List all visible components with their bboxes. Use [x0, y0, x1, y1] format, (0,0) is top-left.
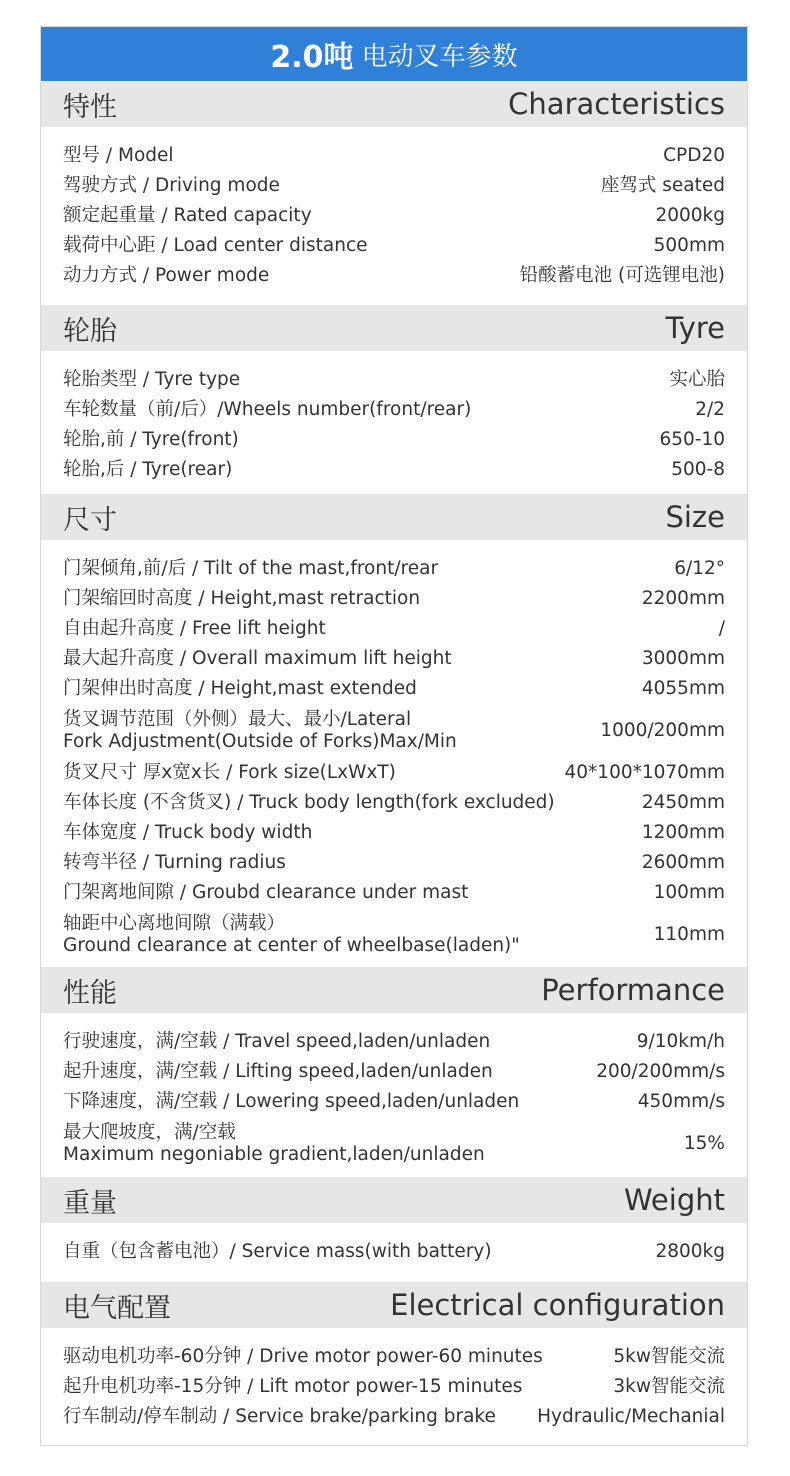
- spec-label-line: 门架倾角,前/后 / Tilt of the mast,front/rear: [63, 558, 439, 579]
- spec-label-line-2: Ground clearance at center of wheelbase(laden)": [63, 935, 520, 956]
- spec-row: [63, 261, 725, 291]
- spec-value: 2000kg: [655, 205, 725, 226]
- section-header: [41, 967, 747, 1013]
- spec-row: [63, 1402, 725, 1432]
- spec-label-line: 车轮数量（前/后）/Wheels number(front/rear): [63, 399, 472, 420]
- spec-rows: [41, 1328, 747, 1432]
- spec-row: [63, 758, 725, 788]
- spec-label: [63, 235, 644, 257]
- spec-label: [63, 852, 632, 874]
- spec-value: 9/10km/h: [636, 1031, 725, 1052]
- spec-value: 650-10: [659, 429, 725, 450]
- section-header: [41, 494, 747, 540]
- spec-value: 500mm: [653, 235, 725, 256]
- spec-rows: [41, 1013, 747, 1171]
- spec-rows: [41, 540, 747, 962]
- spec-label-line: 自由起升高度 / Free lift height: [63, 618, 326, 639]
- spec-value: 3kw智能交流: [613, 1376, 725, 1397]
- spec-label: [63, 145, 653, 167]
- spec-label-line: 转弯半径 / Turning radius: [63, 852, 286, 873]
- spec-value: 100mm: [653, 882, 725, 903]
- spec-label-line: 轮胎,前 / Tyre(front): [63, 429, 239, 450]
- spec-card: [40, 26, 748, 1446]
- spec-label: [63, 882, 644, 904]
- spec-label: [63, 1346, 603, 1368]
- spec-row: [63, 141, 725, 171]
- spec-value: 1000/200mm: [600, 720, 725, 741]
- spec-label-line: 驱动电机功率-60分钟 / Drive motor power-60 minutes: [63, 1346, 543, 1367]
- spec-row: [63, 201, 725, 231]
- spec-rows: [41, 127, 747, 291]
- spec-label-line-2: Fork Adjustment(Outside of Forks)Max/Min: [63, 731, 457, 752]
- spec-value: 座驾式 seated: [600, 175, 725, 196]
- spec-row: [63, 1087, 725, 1117]
- spec-label: [63, 265, 510, 287]
- spec-label: [63, 1122, 674, 1166]
- spec-value: Hydraulic/Mechanial: [537, 1406, 725, 1427]
- spec-label: [63, 1061, 586, 1083]
- spec-label-line: 行驶速度，满/空载 / Travel speed,laden/unladen: [63, 1031, 491, 1052]
- spec-value: 15%: [683, 1133, 725, 1154]
- spec-value: 5kw智能交流: [613, 1346, 725, 1367]
- spec-label-line: 自重（包含蓄电池）/ Service mass(with battery): [63, 1241, 492, 1262]
- spec-value: 2450mm: [641, 792, 725, 813]
- spec-label: [63, 459, 661, 481]
- section-header: [41, 305, 747, 351]
- spec-label-line: 最大爬坡度，满/空载: [63, 1122, 236, 1143]
- spec-value: 450mm/s: [637, 1091, 725, 1112]
- spec-label: [63, 558, 664, 580]
- section-header: [41, 1282, 747, 1328]
- spec-label: [63, 399, 685, 421]
- page-title: 电动叉车参数: [361, 41, 518, 72]
- section-header: [41, 81, 747, 127]
- section-title-cn: 重量: [63, 1187, 117, 1219]
- spec-label-line: 轮胎,后 / Tyre(rear): [63, 459, 233, 480]
- spec-value: 实心胎: [669, 369, 725, 390]
- spec-label-line: 货叉调节范围（外侧）最大、最小/Lateral: [63, 709, 412, 730]
- spec-label-line: 起升速度，满/空载 / Lifting speed,laden/unladen: [63, 1061, 493, 1082]
- spec-row: [63, 231, 725, 261]
- spec-rows: [41, 351, 747, 485]
- spec-row: [63, 1117, 725, 1171]
- spec-value: 1200mm: [641, 822, 725, 843]
- spec-label: [63, 709, 590, 753]
- spec-label: [63, 1031, 627, 1053]
- spec-value: 3000mm: [641, 648, 725, 669]
- spec-label: [63, 1406, 527, 1428]
- spec-value: 6/12°: [674, 558, 725, 579]
- spec-label-line: 货叉尺寸 厚x宽x长 / Fork size(LxWxT): [63, 762, 396, 783]
- section-title-en: Weight: [623, 1183, 725, 1217]
- spec-label: [63, 618, 709, 640]
- section-characteristics: [41, 81, 747, 291]
- spec-label-line: 车体宽度 / Truck body width: [63, 822, 313, 843]
- spec-label: [63, 822, 632, 844]
- spec-row: [63, 584, 725, 614]
- spec-label-line: 最大起升高度 / Overall maximum lift height: [63, 648, 452, 669]
- spec-row: [63, 848, 725, 878]
- spec-label: [63, 762, 555, 784]
- spec-label-line: 门架离地间隙 / Groubd clearance under mast: [63, 882, 469, 903]
- title-bar: [41, 27, 747, 81]
- spec-row: [63, 878, 725, 908]
- spec-label-line: 下降速度，满/空载 / Lowering speed,laden/unladen: [63, 1091, 520, 1112]
- spec-row: [63, 1372, 725, 1402]
- spec-row: [63, 455, 725, 485]
- section-size: [41, 494, 747, 962]
- spec-value: CPD20: [663, 145, 725, 166]
- spec-row: [63, 365, 725, 395]
- spec-rows: [41, 1223, 747, 1267]
- spec-label: [63, 913, 644, 957]
- spec-label-line: 行车制动/停车制动 / Service brake/parking brake: [63, 1406, 496, 1427]
- spec-value: /: [718, 618, 725, 639]
- section-title-en: Tyre: [665, 311, 725, 345]
- spec-label: [63, 1241, 645, 1263]
- spec-label: [63, 648, 632, 670]
- spec-value: 2800kg: [655, 1241, 725, 1262]
- section-weight: [41, 1177, 747, 1267]
- spec-row: [63, 1027, 725, 1057]
- spec-label-line: 门架缩回时高度 / Height,mast retraction: [63, 588, 421, 609]
- spec-value: 2200mm: [641, 588, 725, 609]
- spec-label-line: 动力方式 / Power mode: [63, 265, 270, 286]
- spec-row: [63, 674, 725, 704]
- spec-row: [63, 395, 725, 425]
- spec-label: [63, 369, 659, 391]
- spec-value: 2600mm: [641, 852, 725, 873]
- spec-label-line: 载荷中心距 / Load center distance: [63, 235, 368, 256]
- spec-label: [63, 588, 632, 610]
- spec-row: [63, 614, 725, 644]
- section-electrical-configuration: [41, 1282, 747, 1432]
- spec-row: [63, 788, 725, 818]
- spec-row: [63, 1237, 725, 1267]
- spec-row: [63, 704, 725, 758]
- section-title-en: Performance: [541, 973, 725, 1007]
- spec-label: [63, 429, 649, 451]
- spec-value: 500-8: [671, 459, 725, 480]
- spec-label-line: 轮胎类型 / Tyre type: [63, 369, 241, 390]
- spec-row: [63, 644, 725, 674]
- spec-label-line: 型号 / Model: [63, 145, 174, 166]
- section-performance: [41, 967, 747, 1171]
- spec-label-line-2: Maximum negoniable gradient,laden/unladen: [63, 1144, 485, 1165]
- spec-label: [63, 678, 632, 700]
- section-header: [41, 1177, 747, 1223]
- spec-label: [63, 175, 591, 197]
- tonnage-title: 2.0吨: [270, 40, 354, 75]
- section-tyre: [41, 305, 747, 485]
- spec-row: [63, 171, 725, 201]
- spec-row: [63, 908, 725, 962]
- section-title-cn: 电气配置: [63, 1292, 171, 1324]
- spec-label: [63, 1091, 628, 1113]
- section-title-en: Characteristics: [508, 87, 725, 121]
- spec-value: 2/2: [695, 399, 725, 420]
- spec-row: [63, 818, 725, 848]
- spec-label-line: 车体长度 (不含货叉) / Truck body length(fork excluded): [63, 792, 555, 813]
- spec-row: [63, 425, 725, 455]
- spec-value: 110mm: [653, 924, 725, 945]
- spec-value: 40*100*1070mm: [564, 762, 725, 783]
- spec-label: [63, 792, 632, 814]
- spec-row: [63, 554, 725, 584]
- section-title-cn: 性能: [63, 977, 117, 1009]
- spec-value: 200/200mm/s: [596, 1061, 725, 1082]
- spec-label-line: 门架伸出时高度 / Height,mast extended: [63, 678, 417, 699]
- spec-value: 铅酸蓄电池 (可选锂电池): [519, 265, 725, 286]
- spec-label-line: 额定起重量 / Rated capacity: [63, 205, 312, 226]
- spec-value: 4055mm: [641, 678, 725, 699]
- spec-label-line: 起升电机功率-15分钟 / Lift motor power-15 minutes: [63, 1376, 523, 1397]
- section-title-cn: 尺寸: [63, 504, 117, 536]
- spec-label: [63, 205, 645, 227]
- section-title-cn: 轮胎: [63, 315, 117, 347]
- section-title-en: Electrical configuration: [390, 1288, 725, 1322]
- spec-row: [63, 1057, 725, 1087]
- section-title-en: Size: [665, 500, 725, 534]
- spec-label: [63, 1376, 603, 1398]
- spec-label-line: 驾驶方式 / Driving mode: [63, 175, 280, 196]
- spec-row: [63, 1342, 725, 1372]
- section-title-cn: 特性: [63, 91, 117, 123]
- spec-label-line: 轴距中心离地间隙（满载）: [63, 913, 286, 934]
